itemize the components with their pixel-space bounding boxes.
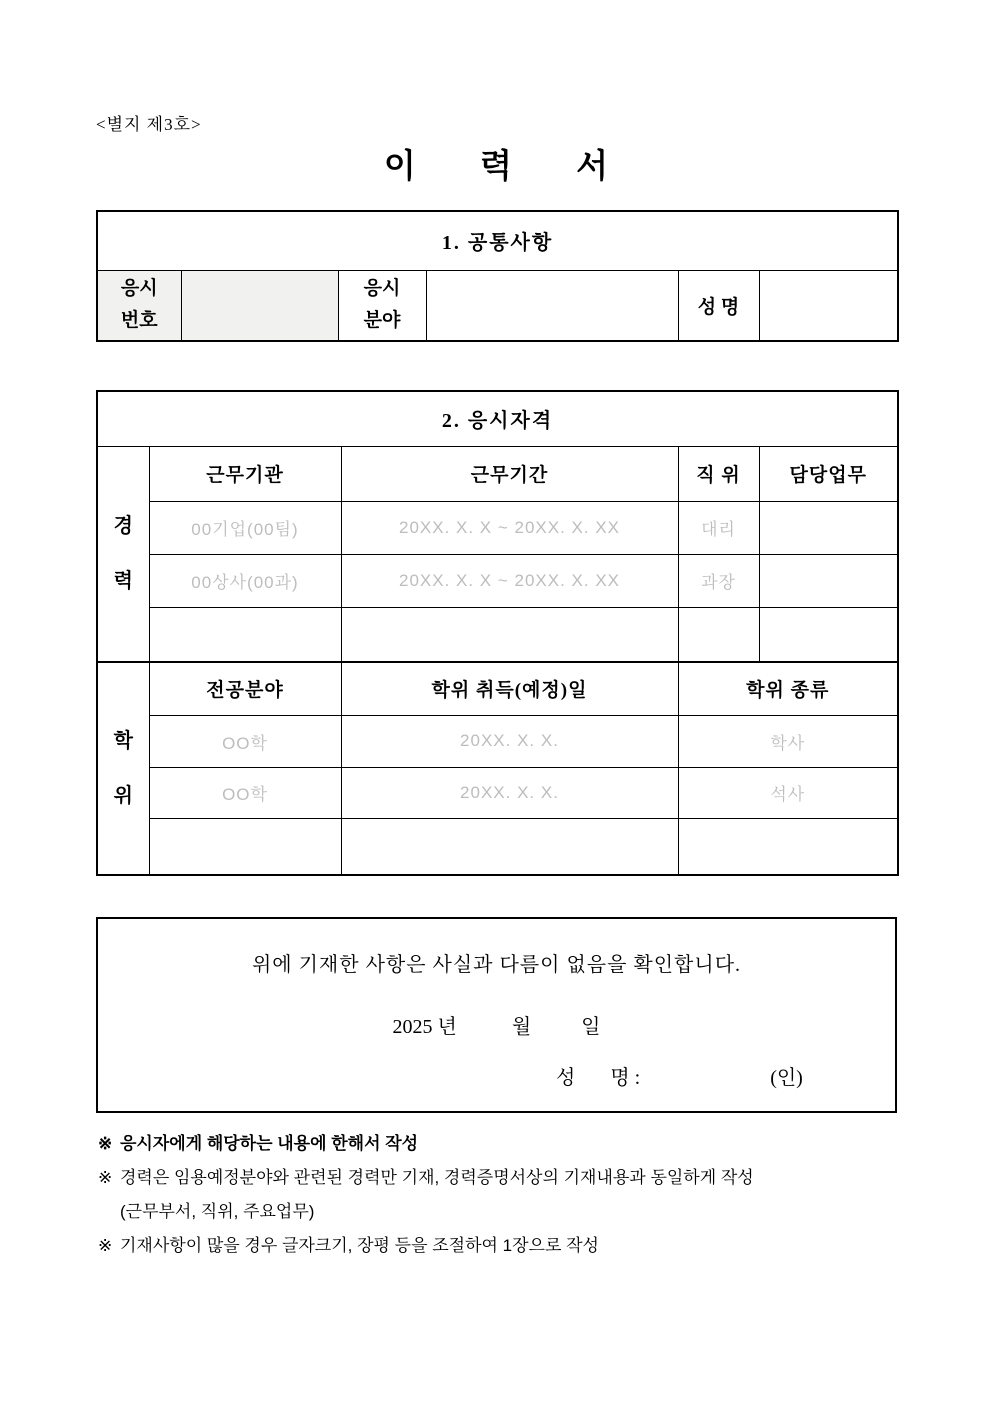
- common-info-table: [96, 210, 899, 342]
- reference-mark-icon: ※: [98, 1134, 113, 1153]
- document-title: 이 력 서: [383, 149, 609, 185]
- degree-kind: 학사: [770, 733, 806, 753]
- qualification-table: [96, 390, 899, 876]
- confirmation-box: [96, 917, 897, 1113]
- field-label: 응시분야: [363, 277, 401, 332]
- career-row-label: 경력: [113, 514, 133, 592]
- degree-row-label-cell: [97, 662, 149, 875]
- field-label-cell: [338, 270, 426, 341]
- confirmation-name-line: 성 명 : (인): [556, 1067, 803, 1089]
- degree-row: [97, 715, 898, 767]
- footnote-text: [120, 1166, 938, 1223]
- footnote-3: [98, 1234, 938, 1257]
- degree-row: [97, 818, 898, 875]
- field-value-cell: [426, 270, 678, 341]
- career-position: 과장: [701, 573, 736, 592]
- career-row: [97, 554, 898, 607]
- footnote-text-line2: (근무부서, 직위, 주요업무): [120, 1202, 315, 1221]
- footnote-text-line1: 경력은 임용예정분야와 관련된 경력만 기재, 경력증명서상의 기재내용과 동일하게 작성: [120, 1168, 754, 1187]
- confirmation-date-line: 2025 년 월 일: [392, 1016, 601, 1038]
- footnote-text: 기재사항이 많을 경우 글자크기, 장평 등을 조절하여 1장으로 작성: [120, 1236, 599, 1255]
- reference-mark-icon: ※: [98, 1236, 113, 1255]
- section2-title: 2. 응시자격: [97, 391, 898, 446]
- reference-mark-icon: ※: [98, 1168, 113, 1187]
- career-header-duty: 담당업무: [759, 446, 898, 501]
- career-org: 00상사(00과): [191, 573, 299, 592]
- name-label: 성 명: [697, 296, 740, 318]
- applicant-number-label-cell: [97, 270, 181, 341]
- career-row: [97, 501, 898, 554]
- attachment-label: <별지 제3호>: [96, 115, 202, 134]
- footnote-text: 응시자에게 해당하는 내용에 한해서 작성: [120, 1134, 419, 1153]
- section1-title: 1. 공통사항: [97, 211, 898, 270]
- applicant-number-label: 응시번호: [120, 277, 158, 332]
- degree-major: OO학: [222, 733, 268, 753]
- degree-header-date: 학위 취득(예정)일: [341, 662, 678, 715]
- name-value-cell: [759, 270, 898, 341]
- footnotes: [98, 1132, 938, 1268]
- degree-date: 20XX. X. X.: [460, 731, 559, 750]
- degree-header-major: 전공분야: [149, 662, 341, 715]
- career-header-position: 직 위: [678, 446, 759, 501]
- degree-kind: 석사: [770, 785, 806, 804]
- career-org: 00기업(00팀): [191, 520, 299, 539]
- degree-row-label: 학위: [113, 729, 133, 807]
- career-row-label-cell: [97, 446, 149, 662]
- degree-header-kind: 학위 종류: [678, 662, 898, 715]
- name-label-cell: [678, 270, 759, 341]
- degree-row: [97, 767, 898, 818]
- career-row: [97, 607, 898, 662]
- career-header-period: 근무기간: [341, 446, 678, 501]
- degree-date: 20XX. X. X.: [460, 782, 559, 802]
- applicant-number-value-cell: [181, 270, 338, 341]
- career-header-org: 근무기관: [149, 446, 341, 501]
- footnote-1: [98, 1132, 938, 1155]
- confirmation-statement: 위에 기재한 사항은 사실과 다름이 없음을 확인합니다.: [251, 954, 742, 976]
- degree-major: OO학: [222, 785, 268, 804]
- career-period: 20XX. X. X ~ 20XX. X. XX: [398, 517, 621, 537]
- footnote-2: [98, 1166, 938, 1223]
- career-period: 20XX. X. X ~ 20XX. X. XX: [398, 570, 621, 590]
- career-position: 대리: [701, 520, 736, 539]
